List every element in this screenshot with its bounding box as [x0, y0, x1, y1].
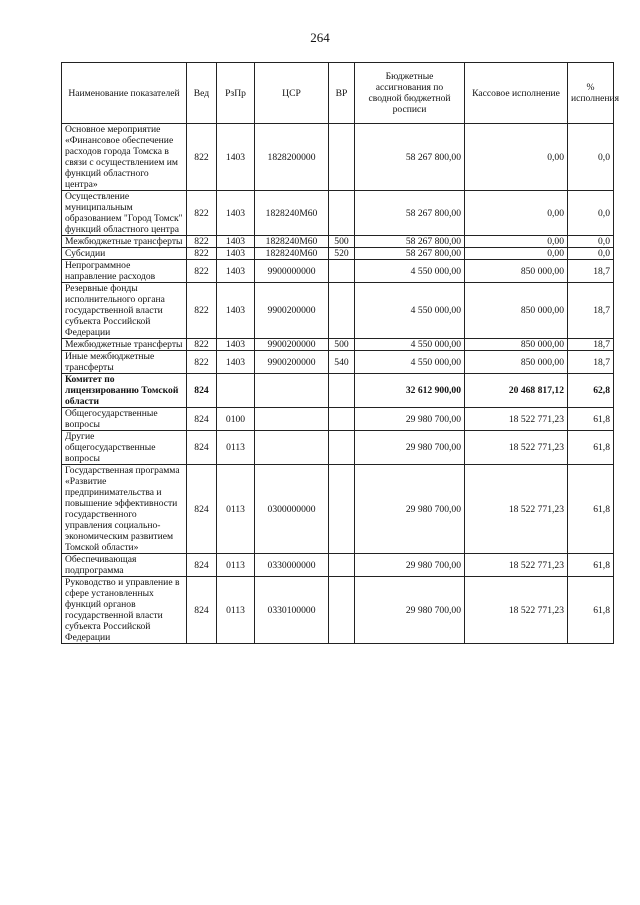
cell-percent: 0,0 — [568, 236, 614, 248]
cell-ved: 822 — [187, 191, 217, 236]
cell-execution: 0,00 — [465, 191, 568, 236]
cell-percent: 0,0 — [568, 248, 614, 260]
cell-csr: 1828200000 — [255, 124, 329, 191]
cell-rzpr: 1403 — [217, 351, 255, 374]
cell-rzpr: 0113 — [217, 577, 255, 644]
header-percent: % исполнения — [568, 63, 614, 124]
header-execution: Кассовое исполнение — [465, 63, 568, 124]
cell-rzpr: 1403 — [217, 248, 255, 260]
header-vr: ВР — [329, 63, 355, 124]
cell-execution: 850 000,00 — [465, 283, 568, 339]
cell-vr — [329, 124, 355, 191]
cell-percent: 0,0 — [568, 124, 614, 191]
cell-percent: 18,7 — [568, 351, 614, 374]
cell-name: Субсидии — [62, 248, 187, 260]
cell-csr: 9900200000 — [255, 351, 329, 374]
cell-csr: 1828240М60 — [255, 191, 329, 236]
cell-assignments: 58 267 800,00 — [355, 236, 465, 248]
table-row — [62, 431, 614, 465]
table-row — [62, 260, 614, 283]
cell-vr: 520 — [329, 248, 355, 260]
cell-percent: 0,0 — [568, 191, 614, 236]
table-row — [62, 236, 614, 248]
table-row — [62, 191, 614, 236]
header-ved: Вед — [187, 63, 217, 124]
cell-csr — [255, 408, 329, 431]
cell-assignments: 58 267 800,00 — [355, 248, 465, 260]
cell-ved: 824 — [187, 554, 217, 577]
budget-table — [61, 62, 620, 644]
cell-execution: 0,00 — [465, 236, 568, 248]
cell-percent: 61,8 — [568, 408, 614, 431]
cell-rzpr: 1403 — [217, 191, 255, 236]
header-assignments: Бюджетные ассигнования по сводной бюджетной росписи — [355, 63, 465, 124]
cell-execution: 0,00 — [465, 248, 568, 260]
cell-csr: 9900200000 — [255, 283, 329, 339]
cell-name: Общегосударственные вопросы — [62, 408, 187, 431]
cell-percent: 61,8 — [568, 465, 614, 554]
cell-vr — [329, 191, 355, 236]
cell-ved: 822 — [187, 260, 217, 283]
cell-assignments: 29 980 700,00 — [355, 465, 465, 554]
cell-assignments: 4 550 000,00 — [355, 339, 465, 351]
cell-ved: 824 — [187, 465, 217, 554]
cell-assignments: 29 980 700,00 — [355, 554, 465, 577]
cell-execution: 18 522 771,23 — [465, 408, 568, 431]
cell-vr: 500 — [329, 236, 355, 248]
cell-ved: 822 — [187, 236, 217, 248]
header-name: Наименование показателей — [62, 63, 187, 124]
cell-csr — [255, 431, 329, 465]
cell-assignments: 4 550 000,00 — [355, 260, 465, 283]
cell-assignments: 29 980 700,00 — [355, 577, 465, 644]
cell-rzpr: 1403 — [217, 283, 255, 339]
cell-assignments: 29 980 700,00 — [355, 431, 465, 465]
cell-percent: 61,8 — [568, 554, 614, 577]
table-row — [62, 124, 614, 191]
cell-execution: 20 468 817,12 — [465, 374, 568, 408]
cell-rzpr: 0113 — [217, 431, 255, 465]
cell-name: Межбюджетные трансферты — [62, 236, 187, 248]
cell-rzpr: 0100 — [217, 408, 255, 431]
cell-name: Другие общегосударственные вопросы — [62, 431, 187, 465]
cell-rzpr: 1403 — [217, 124, 255, 191]
cell-rzpr: 1403 — [217, 236, 255, 248]
cell-vr — [329, 465, 355, 554]
cell-name: Иные межбюджетные трансферты — [62, 351, 187, 374]
cell-assignments: 4 550 000,00 — [355, 283, 465, 339]
cell-csr: 9900200000 — [255, 339, 329, 351]
cell-vr — [329, 408, 355, 431]
cell-assignments: 58 267 800,00 — [355, 124, 465, 191]
cell-ved: 822 — [187, 351, 217, 374]
table-header-row — [62, 63, 614, 124]
table-row — [62, 339, 614, 351]
page-number: 264 — [310, 30, 330, 45]
cell-name: Обеспечивающая подпрограмма — [62, 554, 187, 577]
cell-rzpr: 0113 — [217, 554, 255, 577]
cell-csr: 1828240М60 — [255, 248, 329, 260]
cell-name: Межбюджетные трансферты — [62, 339, 187, 351]
cell-ved: 822 — [187, 339, 217, 351]
table-row — [62, 554, 614, 577]
cell-vr — [329, 431, 355, 465]
cell-rzpr: 1403 — [217, 260, 255, 283]
cell-execution: 850 000,00 — [465, 351, 568, 374]
cell-rzpr — [217, 374, 255, 408]
table-row — [62, 408, 614, 431]
cell-assignments: 32 612 900,00 — [355, 374, 465, 408]
cell-assignments: 58 267 800,00 — [355, 191, 465, 236]
cell-ved: 824 — [187, 577, 217, 644]
cell-execution: 18 522 771,23 — [465, 465, 568, 554]
cell-rzpr: 1403 — [217, 339, 255, 351]
cell-name: Основное мероприятие «Финансовое обеспечение расходов города Томска в связи с осуществлением им функций областного центра» — [62, 124, 187, 191]
cell-ved: 824 — [187, 408, 217, 431]
cell-percent: 18,7 — [568, 339, 614, 351]
cell-rzpr: 0113 — [217, 465, 255, 554]
cell-execution: 18 522 771,23 — [465, 431, 568, 465]
cell-name: Непрограммное направление расходов — [62, 260, 187, 283]
cell-execution: 18 522 771,23 — [465, 554, 568, 577]
cell-csr: 1828240М60 — [255, 236, 329, 248]
header-csr: ЦСР — [255, 63, 329, 124]
table-row — [62, 577, 614, 644]
cell-vr: 540 — [329, 351, 355, 374]
cell-name: Осуществление муниципальным образованием "Город Томск" функций областного центра — [62, 191, 187, 236]
table-row — [62, 351, 614, 374]
cell-assignments: 29 980 700,00 — [355, 408, 465, 431]
cell-name: Резервные фонды исполнительного органа государственной власти субъекта Российской Федерации — [62, 283, 187, 339]
cell-vr — [329, 554, 355, 577]
table-row — [62, 283, 614, 339]
cell-vr — [329, 283, 355, 339]
cell-percent: 18,7 — [568, 283, 614, 339]
header-rzpr: РзПр — [217, 63, 255, 124]
table-row — [62, 374, 614, 408]
cell-ved: 822 — [187, 248, 217, 260]
cell-execution: 18 522 771,23 — [465, 577, 568, 644]
cell-csr: 0330000000 — [255, 554, 329, 577]
cell-csr: 9900000000 — [255, 260, 329, 283]
cell-ved: 824 — [187, 374, 217, 408]
cell-csr — [255, 374, 329, 408]
cell-csr: 0330100000 — [255, 577, 329, 644]
cell-percent: 61,8 — [568, 431, 614, 465]
cell-vr: 500 — [329, 339, 355, 351]
cell-name: Комитет по лицензированию Томской области — [62, 374, 187, 408]
cell-execution: 850 000,00 — [465, 339, 568, 351]
cell-percent: 18,7 — [568, 260, 614, 283]
cell-percent: 61,8 — [568, 577, 614, 644]
cell-assignments: 4 550 000,00 — [355, 351, 465, 374]
cell-csr: 0300000000 — [255, 465, 329, 554]
table-row — [62, 248, 614, 260]
cell-ved: 824 — [187, 431, 217, 465]
cell-percent: 62,8 — [568, 374, 614, 408]
cell-name: Государственная программа «Развитие предпринимательства и повышение эффективности государственного управления социально-экономическим развитием Томской области» — [62, 465, 187, 554]
cell-vr — [329, 374, 355, 408]
cell-name: Руководство и управление в сфере установленных функций органов государственной власти субъекта Российской Федерации — [62, 577, 187, 644]
cell-ved: 822 — [187, 124, 217, 191]
cell-execution: 850 000,00 — [465, 260, 568, 283]
cell-execution: 0,00 — [465, 124, 568, 191]
cell-ved: 822 — [187, 283, 217, 339]
cell-vr — [329, 577, 355, 644]
table-row — [62, 465, 614, 554]
cell-vr — [329, 260, 355, 283]
